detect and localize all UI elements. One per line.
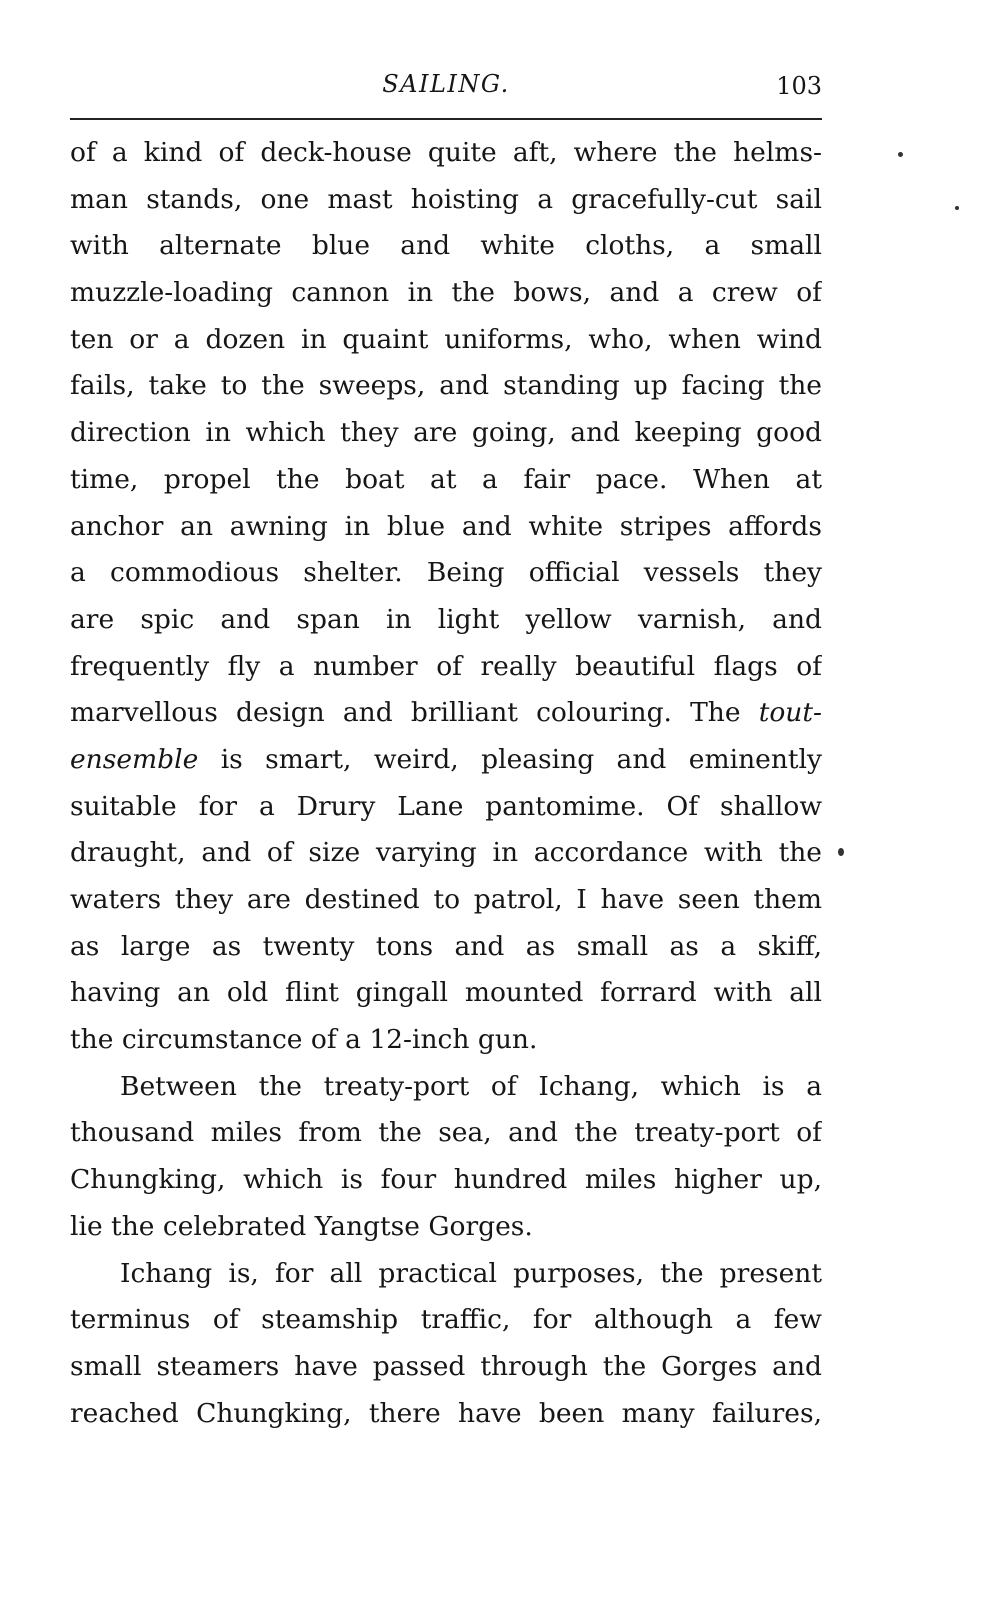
- paragraph-1: [70, 130, 822, 1064]
- text-line: the circumstance of a 12-inch gun.: [70, 1024, 538, 1056]
- paragraph-2: [70, 1064, 822, 1251]
- text-line: ten or a dozen in quaint uniforms, who, when wind: [70, 323, 822, 355]
- text-line: direction in which they are going, and keeping good: [70, 417, 822, 449]
- text-line: lie the celebrated Yangtse Gorges.: [70, 1210, 533, 1242]
- text-line: thousand miles from the sea, and the treaty-port of: [70, 1117, 822, 1149]
- text-line: muzzle-loading cannon in the bows, and a crew of: [70, 277, 822, 309]
- text-line: small steamers have passed through the Gorges and: [70, 1350, 822, 1382]
- text-line-italic-tout: [70, 690, 822, 737]
- running-title: SAILING.: [382, 70, 510, 98]
- text-segment: marvellous design and brilliant colouring. The: [70, 697, 741, 729]
- text-line: man stands, one mast hoisting a gracefully-cut sail: [70, 183, 822, 215]
- body-text: [70, 130, 822, 1437]
- running-head: [70, 70, 822, 110]
- paragraph-3: [70, 1251, 822, 1438]
- text-line: having an old flint gingall mounted forrard with all: [70, 977, 822, 1009]
- text-line: frequently fly a number of really beautiful flags of: [70, 650, 822, 682]
- text-line: reached Chungking, there have been many failures,: [70, 1397, 822, 1429]
- italic-word: tout-: [758, 697, 822, 729]
- text-line: suitable for a Drury Lane pantomime. Of shallow: [70, 790, 822, 822]
- header-rule: [70, 118, 822, 120]
- text-line: Chungking, which is four hundred miles higher up,: [70, 1164, 822, 1196]
- italic-word: ensemble: [70, 743, 199, 775]
- text-line: fails, take to the sweeps, and standing up facing the: [70, 370, 822, 402]
- text-line: time, propel the boat at a fair pace. When at: [70, 463, 822, 495]
- page-number: 103: [776, 72, 822, 100]
- text-line: anchor an awning in blue and white stripes affords: [70, 510, 822, 542]
- text-line: terminus of steamship traffic, for although a few: [70, 1304, 822, 1336]
- text-line: are spic and span in light yellow varnish, and: [70, 603, 822, 635]
- text-line: waters they are destined to patrol, I have seen them: [70, 884, 822, 915]
- text-line: a commodious shelter. Being official vessels they: [70, 557, 822, 589]
- text-line: as large as twenty tons and as small as a skiff,: [70, 930, 822, 962]
- margin-speck: [838, 848, 844, 856]
- text-line: of a kind of deck-house quite aft, where the helms-: [70, 137, 822, 168]
- margin-speck: [898, 152, 903, 157]
- text-line: Between the treaty-port of Ichang, which is a: [120, 1070, 822, 1102]
- text-line: draught, and of size varying in accordance with the: [70, 837, 822, 869]
- text-line: Ichang is, for all practical purposes, the present: [120, 1257, 822, 1289]
- margin-speck: [955, 206, 959, 210]
- text-line-italic-ensemble: [70, 737, 822, 784]
- text-line: with alternate blue and white cloths, a small: [70, 230, 822, 262]
- text-segment: is smart, weird, pleasing and eminently: [220, 743, 822, 775]
